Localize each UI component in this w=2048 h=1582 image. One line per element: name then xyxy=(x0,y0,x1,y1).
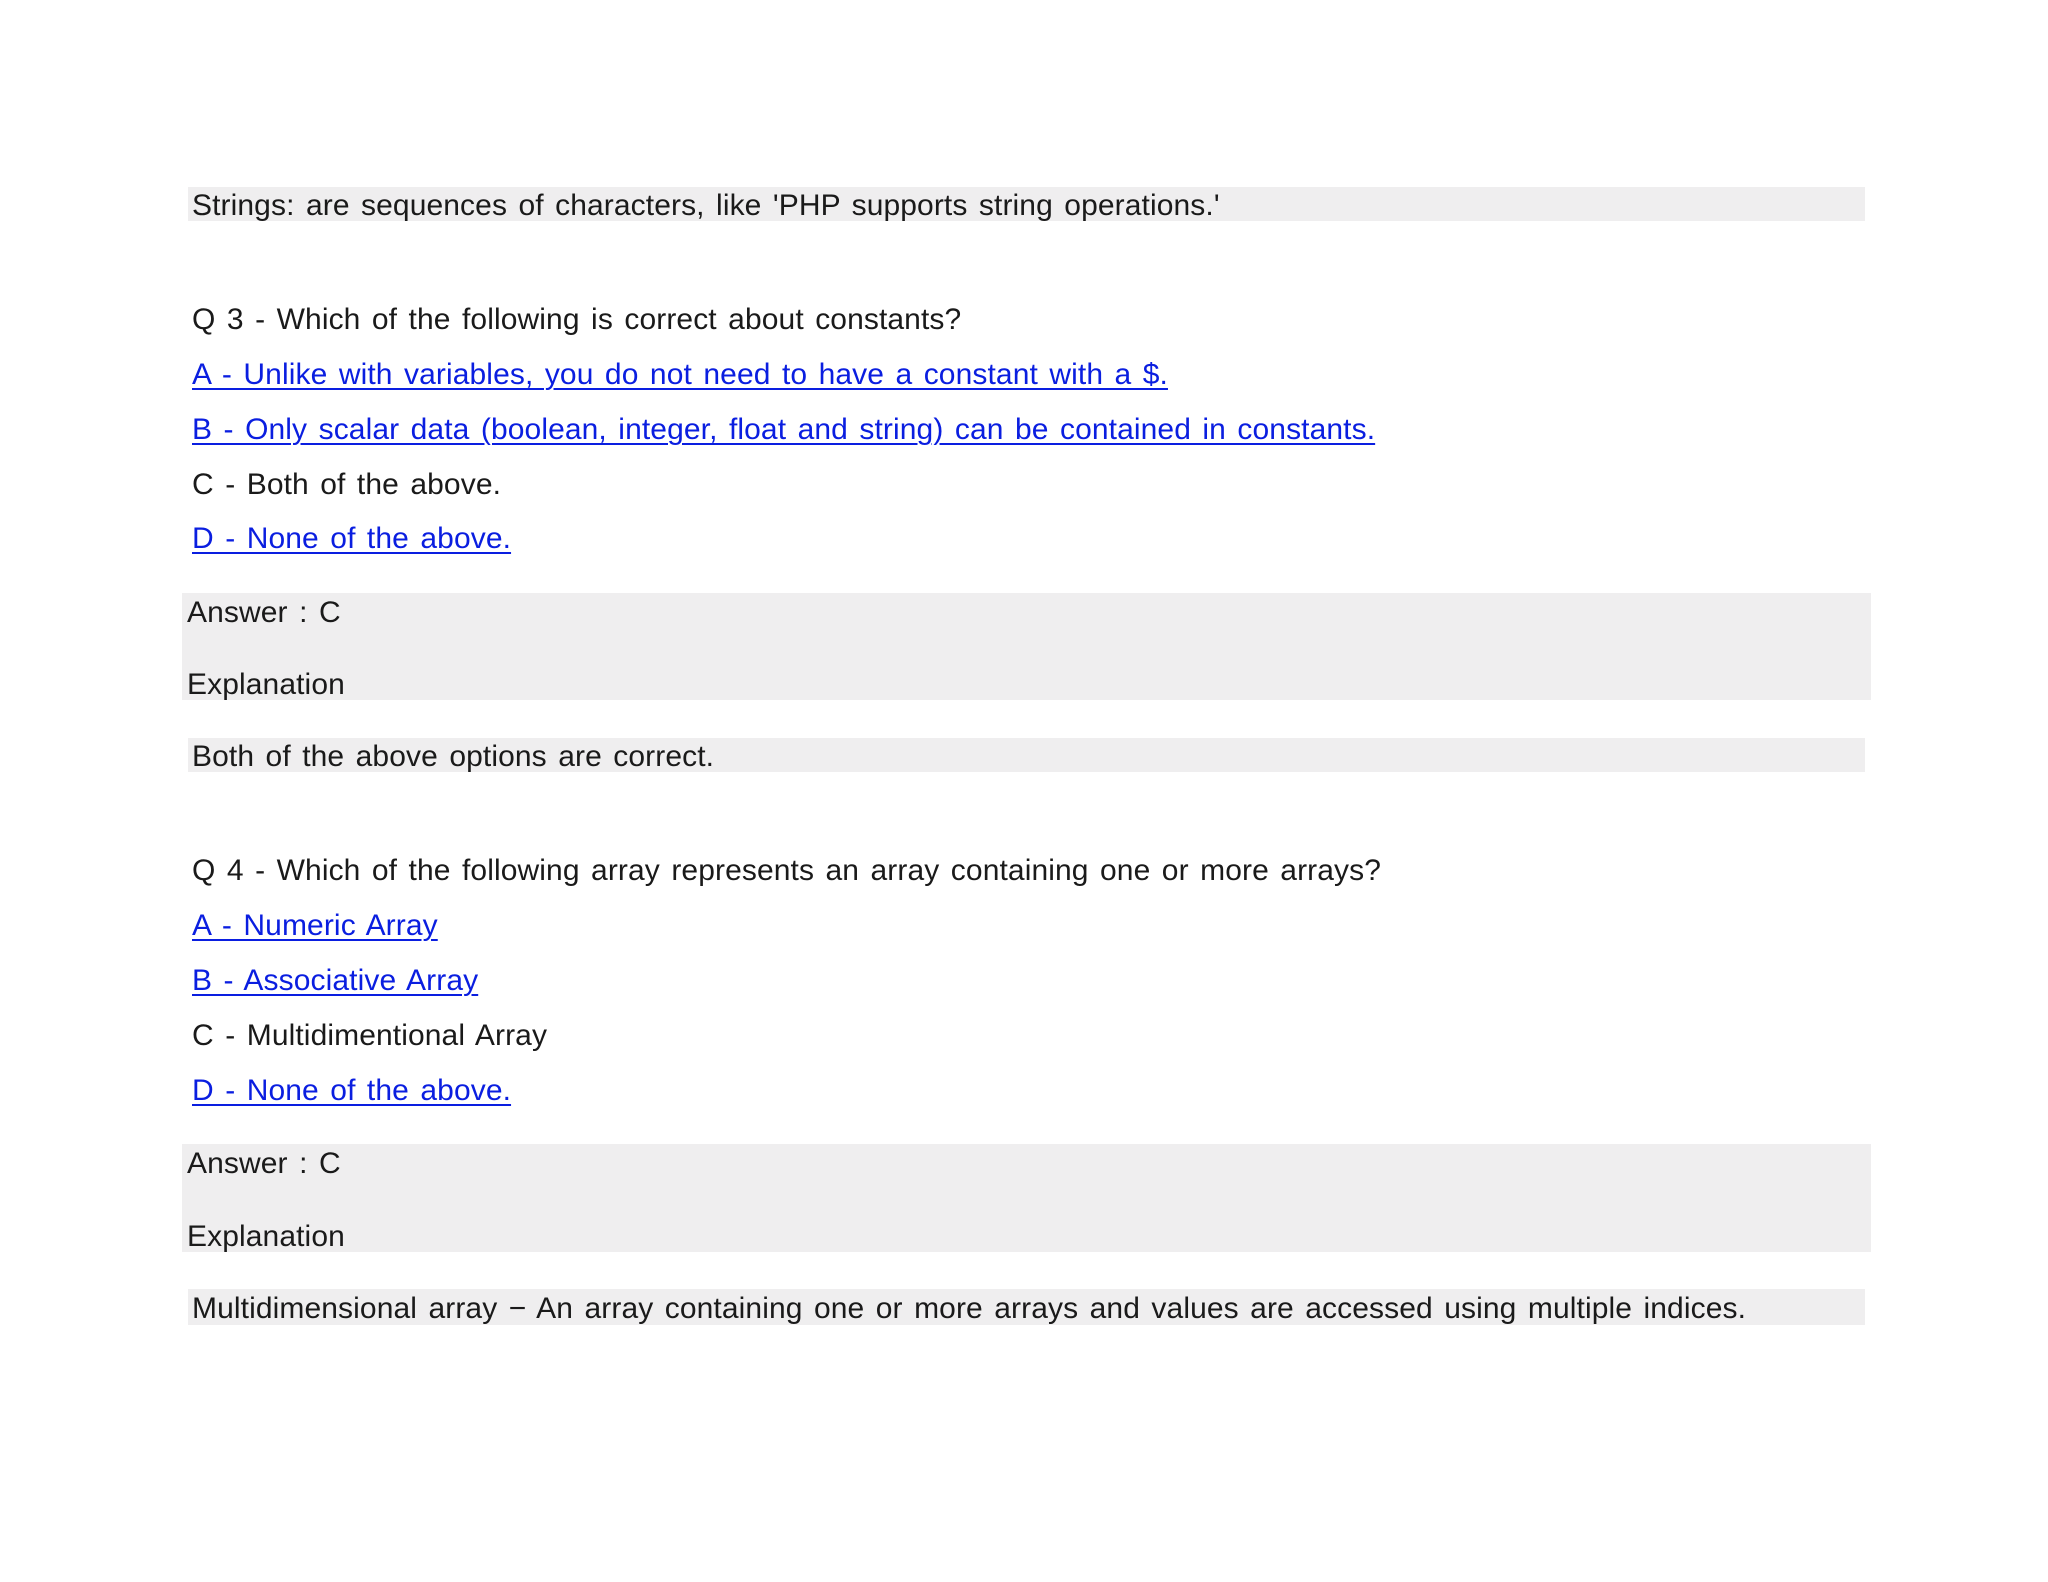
q4-explanation-text: Multidimensional array − An array containing one or more arrays and values are accessed using multiple indices. xyxy=(192,1292,1747,1325)
q4-answer: Answer : C xyxy=(187,1147,341,1180)
q3-question: Q 3 - Which of the following is correct about constants? xyxy=(192,303,962,336)
q3-answer-box xyxy=(182,593,1871,700)
q4-explanation-label: Explanation xyxy=(187,1220,345,1253)
q4-option-b[interactable]: B - Associative Array xyxy=(192,964,479,997)
q3-option-d[interactable]: D - None of the above. xyxy=(192,522,512,555)
q3-option-a[interactable]: A - Unlike with variables, you do not need to have a constant with a $. xyxy=(192,358,1168,391)
q3-option-c: C - Both of the above. xyxy=(192,468,502,501)
intro-explanation-text: Strings: are sequences of characters, like 'PHP supports string operations.' xyxy=(192,189,1220,222)
q4-option-a[interactable]: A - Numeric Array xyxy=(192,909,438,942)
q4-option-c: C - Multidimentional Array xyxy=(192,1019,548,1052)
q4-answer-box xyxy=(182,1144,1871,1252)
q4-option-d[interactable]: D - None of the above. xyxy=(192,1074,512,1107)
q3-answer: Answer : C xyxy=(187,596,341,629)
q3-explanation-label: Explanation xyxy=(187,668,345,701)
q3-option-b[interactable]: B - Only scalar data (boolean, integer, float and string) can be contained in constants. xyxy=(192,413,1376,446)
q4-question: Q 4 - Which of the following array represents an array containing one or more arrays? xyxy=(192,854,1382,887)
q3-explanation-text: Both of the above options are correct. xyxy=(192,740,715,773)
